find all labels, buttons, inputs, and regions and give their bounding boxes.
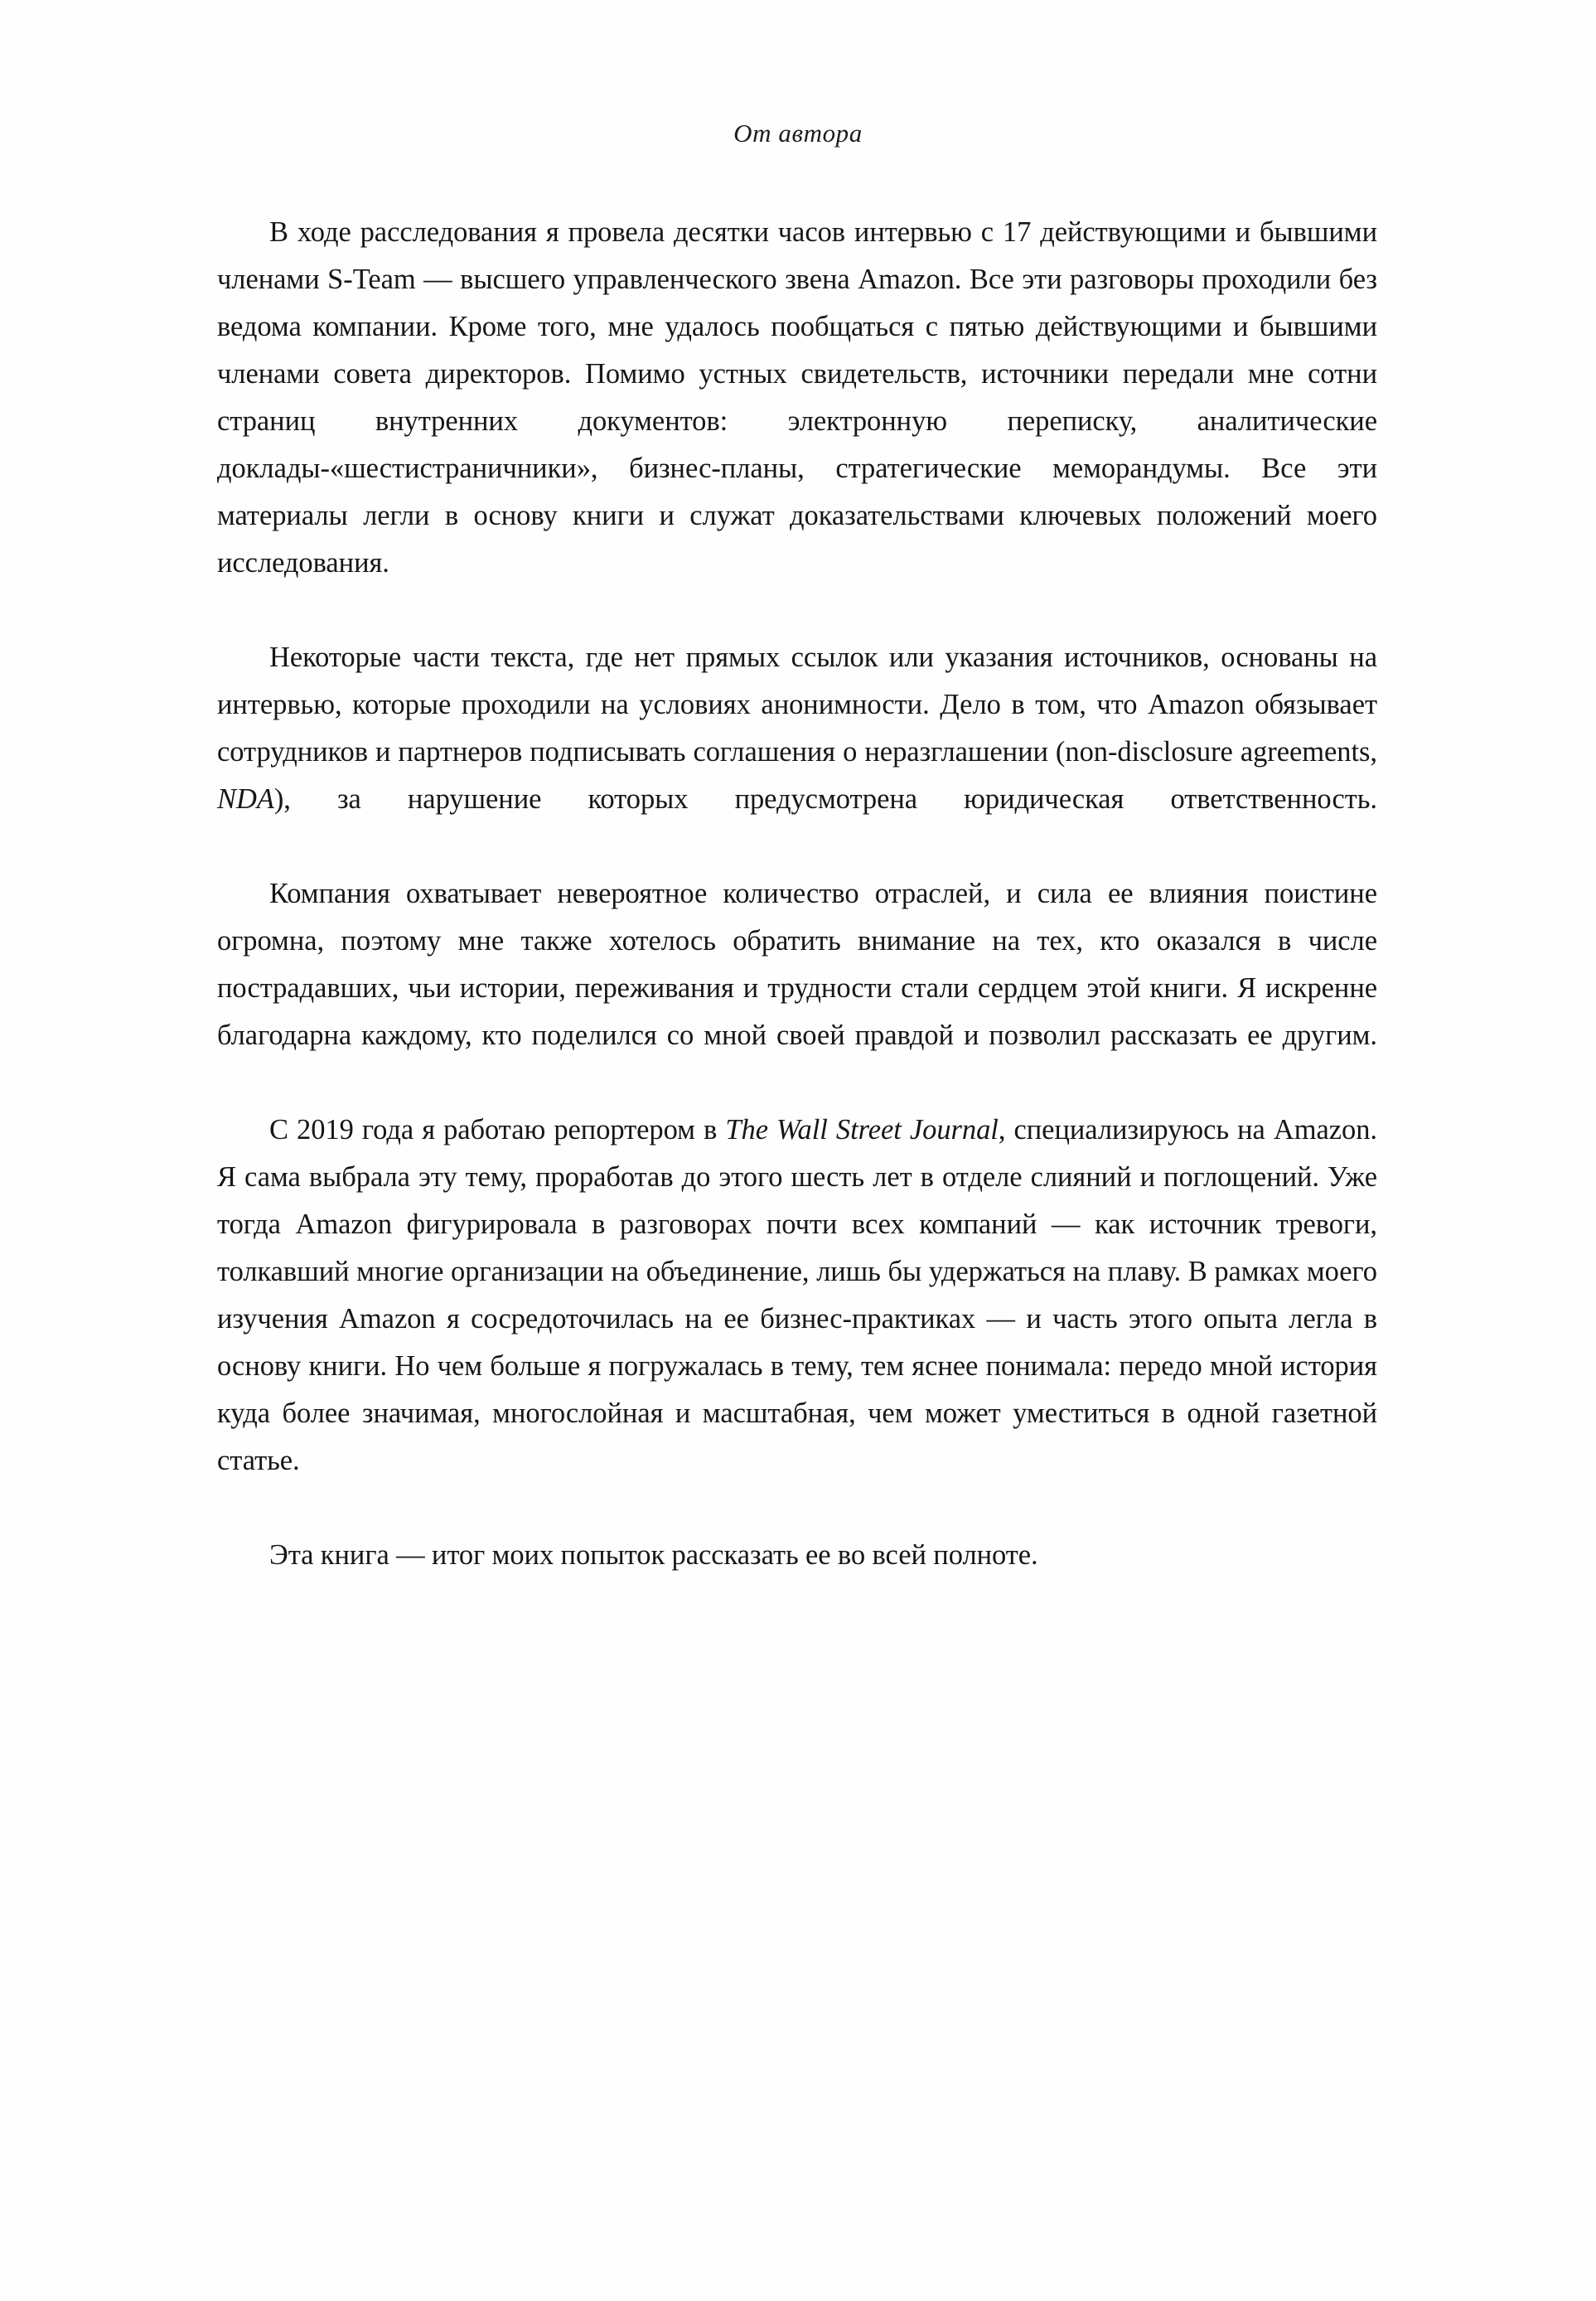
text-run: ), за нарушение которых предусмотрена юридическая ответственность. bbox=[273, 783, 1377, 815]
para-2 bbox=[217, 634, 1377, 870]
text-run: Компания охватывает невероятное количество отраслей, и сила ее влияния поистине огромна, поэтому мне также хотелось обратить внимание на тех, кто оказался в числе пострадавших, чьи истории, переживания и трудности стали сердцем этой книги. Я искренне благодарна каждому, кто поделился со мной своей правдой и позволил рассказать ее другим. bbox=[217, 878, 1377, 1051]
text-run: В ходе расследования я провела десятки часов интервью с 17 действующими и бывшими членами S-Team — высшего управленческого звена Amazon. Все эти разговоры проходили без ведома компании. Кроме того, мне удалось пообщаться с пятью действующими и бывшими членами совета директоров. Помимо устных свидетельств, источники передали мне сотни страниц внутренних документов: электронную переписку, аналитические доклады-«шестистраничники», бизнес-планы, стратегические меморандумы. Все эти материалы легли в основу книги и служат доказательствами ключевых положений моего исследования. bbox=[217, 216, 1377, 579]
running-head: От автора bbox=[733, 119, 863, 148]
body-text-block bbox=[217, 209, 1377, 1626]
para-5 bbox=[217, 1532, 1377, 1626]
italic-phrase: The Wall Street Journal bbox=[725, 1114, 999, 1146]
text-run: С 2019 года я работаю репортером в bbox=[269, 1114, 726, 1146]
text-run: Некоторые части текста, где нет прямых ссылок или указания источников, основаны на интервью, которые проходили на условиях анонимности. Дело в том, что Amazon обязывает сотрудников и партнеров подписывать соглашения о неразглашении (non-disclosure agreements, bbox=[217, 642, 1377, 768]
text-run: , специализируюсь на Amazon. Я сама выбрала эту тему, проработав до этого шесть лет в отделе слияний и поглощений. Уже тогда Amazon фигурировала в разговорах почти всех компаний — как источник тревоги, толкавший многие организации на объединение, лишь бы удержаться на плаву. В рамках моего изучения Amazon я сосредоточилась на ее бизнес-практиках — и часть этого опыта легла в основу книги. Но чем больше я погружалась в тему, тем яснее понимала: передо мной история куда более значимая, многослойная и масштабная, чем может уместиться в одной газетной статье. bbox=[217, 1114, 1378, 1476]
para-4 bbox=[217, 1107, 1377, 1532]
para-1 bbox=[217, 209, 1377, 634]
italic-phrase: NDA bbox=[217, 783, 274, 815]
para-3 bbox=[217, 870, 1377, 1107]
text-run: Эта книга — итог моих попыток рассказать ее во всей полноте. bbox=[269, 1539, 1038, 1571]
